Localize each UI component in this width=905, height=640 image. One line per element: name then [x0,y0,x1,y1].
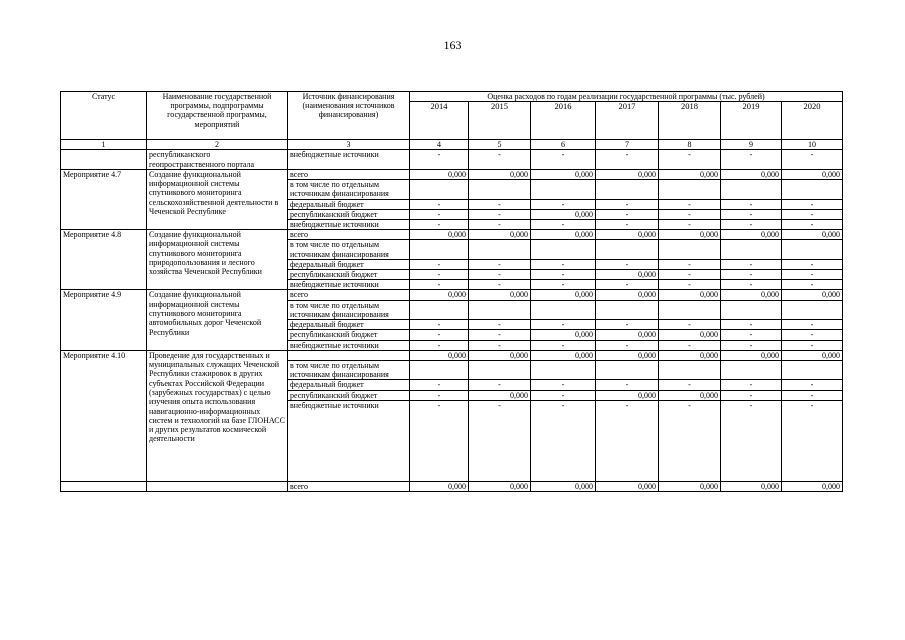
value-cell [721,240,782,259]
value-cell: 0,000 [659,481,721,491]
measure-description: Проведение для государственных и муниципальных служащих Чеченской Республики стажировок в других субъектах Российской Федерации (зарубежных государствах) с целью изучения опыта использования навигационно-информационных систем и технологий на базе ГЛОНАСС и других результатов космической деятельности [147,350,288,481]
value-cell: - [782,400,843,481]
value-cell: - [531,259,596,269]
value-cell: - [410,219,469,229]
column-number: 6 [531,140,596,150]
description-cell [147,481,288,491]
value-cell [410,361,469,380]
measure-description: Создание функциональной информационной системы спутникового мониторинга автомобильных дорог Чеченской Республики [147,290,288,350]
header-estimate: Оценка расходов по годам реализации государственной программы (тыс. рублей) [410,92,843,102]
value-cell: 0,000 [469,169,531,179]
value-cell: 0,000 [721,350,782,360]
value-cell: 0,000 [596,230,659,240]
header-year: 2016 [531,102,596,140]
measure-status: Мероприятие 4.8 [61,230,147,290]
value-cell: - [782,270,843,280]
value-cell: - [410,390,469,400]
value-cell: 0,000 [410,350,469,360]
header-year: 2019 [721,102,782,140]
value-cell: - [469,209,531,219]
value-cell [531,240,596,259]
funding-source: республиканский бюджет [288,390,410,400]
value-cell [659,361,721,380]
measure-status: Мероприятие 4.10 [61,350,147,481]
table-header [61,92,843,150]
value-cell: - [469,259,531,269]
value-cell: 0,000 [721,230,782,240]
page-number: 163 [443,38,462,52]
header-year: 2018 [659,102,721,140]
budget-table [60,91,843,492]
value-cell: - [596,340,659,350]
value-cell: - [531,150,596,170]
value-cell: 0,000 [721,169,782,179]
table-row [61,169,843,179]
funding-source: федеральный бюджет [288,320,410,330]
funding-source: всего [288,169,410,179]
value-cell: - [721,280,782,290]
value-cell: - [531,280,596,290]
value-cell: - [410,150,469,170]
header-year: 2015 [469,102,531,140]
funding-source: федеральный бюджет [288,259,410,269]
value-cell: - [782,320,843,330]
value-cell [596,240,659,259]
value-cell: - [782,259,843,269]
value-cell: - [596,380,659,390]
value-cell: 0,000 [659,330,721,340]
value-cell: 0,000 [782,290,843,300]
measure-description: Создание функциональной информационной системы спутникового мониторинга природопользования и лесного хозяйства Чеченской Республики [147,230,288,290]
value-cell: - [469,219,531,229]
table-row [61,350,843,360]
value-cell: - [596,209,659,219]
funding-source: внебюджетные источники [288,219,410,229]
value-cell: - [596,150,659,170]
value-cell: 0,000 [659,390,721,400]
status-cell [61,481,147,491]
funding-source: федеральный бюджет [288,199,410,209]
funding-source: внебюджетные источники [288,340,410,350]
value-cell: 0,000 [596,169,659,179]
value-cell: - [531,400,596,481]
value-cell: - [469,340,531,350]
value-cell: 0,000 [469,290,531,300]
value-cell: - [596,280,659,290]
value-cell: 0,000 [531,209,596,219]
value-cell: 0,000 [721,290,782,300]
value-cell [469,300,531,319]
funding-source: внебюджетные источники [288,400,410,481]
value-cell: - [469,270,531,280]
column-number: 10 [782,140,843,150]
value-cell: 0,000 [410,169,469,179]
value-cell: 0,000 [410,290,469,300]
value-cell: - [659,270,721,280]
table-row [61,290,843,300]
value-cell: - [531,270,596,280]
value-cell: - [721,199,782,209]
measure-description: республиканского геопространственного портала [147,150,288,170]
value-cell: - [659,380,721,390]
value-cell: 0,000 [469,390,531,400]
value-cell: - [782,199,843,209]
value-cell: - [782,150,843,170]
value-cell [469,240,531,259]
value-cell: - [596,400,659,481]
value-cell [782,180,843,199]
funding-source: республиканский бюджет [288,270,410,280]
value-cell: 0,000 [596,481,659,491]
value-cell [596,180,659,199]
header-status: Статус [61,92,147,140]
table-body [61,150,843,492]
column-number: 7 [596,140,659,150]
header-year: 2020 [782,102,843,140]
value-cell: - [410,340,469,350]
value-cell: - [596,320,659,330]
value-cell: - [596,259,659,269]
value-cell [469,361,531,380]
value-cell [721,180,782,199]
value-cell [410,300,469,319]
value-cell: - [782,219,843,229]
value-cell: - [782,390,843,400]
value-cell: - [721,390,782,400]
value-cell [659,180,721,199]
value-cell: - [469,320,531,330]
value-cell: - [721,259,782,269]
value-cell [469,180,531,199]
funding-source: внебюджетные источники [288,150,410,170]
funding-source: в том числе по отдельным источникам финансирования [288,300,410,319]
value-cell [721,361,782,380]
value-cell: - [531,380,596,390]
value-cell: 0,000 [659,169,721,179]
value-cell: - [659,280,721,290]
value-cell: 0,000 [782,169,843,179]
value-cell [782,300,843,319]
value-cell: 0,000 [469,481,531,491]
value-cell [410,180,469,199]
value-cell: 0,000 [596,330,659,340]
value-cell: 0,000 [531,330,596,340]
funding-source: в том числе по отдельным источникам финансирования [288,361,410,380]
value-cell: - [782,280,843,290]
funding-source: всего [288,481,410,491]
value-cell: - [721,330,782,340]
value-cell: - [469,150,531,170]
value-cell [531,361,596,380]
value-cell: 0,000 [531,481,596,491]
funding-source: в том числе по отдельным источникам финансирования [288,180,410,199]
value-cell [782,361,843,380]
column-numbers-row [61,140,843,150]
value-cell: - [469,380,531,390]
value-cell [410,240,469,259]
measure-status: Мероприятие 4.7 [61,169,147,229]
value-cell: 0,000 [782,481,843,491]
value-cell: - [721,320,782,330]
value-cell: - [659,219,721,229]
value-cell: 0,000 [782,350,843,360]
value-cell: - [410,400,469,481]
value-cell: 0,000 [469,230,531,240]
value-cell: - [659,209,721,219]
header-year: 2014 [410,102,469,140]
table-row [61,230,843,240]
value-cell: - [531,320,596,330]
value-cell: 0,000 [531,169,596,179]
value-cell: - [469,330,531,340]
funding-source: внебюджетные источники [288,280,410,290]
value-cell: - [782,209,843,219]
value-cell: - [721,150,782,170]
value-cell: - [721,380,782,390]
value-cell: - [596,219,659,229]
column-number: 1 [61,140,147,150]
value-cell [721,300,782,319]
column-number: 9 [721,140,782,150]
funding-source: республиканский бюджет [288,209,410,219]
value-cell: - [410,259,469,269]
value-cell: - [596,199,659,209]
value-cell: - [469,280,531,290]
value-cell: - [721,219,782,229]
column-number: 3 [288,140,410,150]
header-year: 2017 [596,102,659,140]
funding-source [288,350,410,360]
value-cell: 0,000 [531,350,596,360]
funding-source: республиканский бюджет [288,330,410,340]
value-cell: - [659,340,721,350]
value-cell: - [782,340,843,350]
header-name: Наименование государственной программы, подпрограммы государственной программы, мероприятий [147,92,288,140]
table-row [61,481,843,491]
value-cell: - [782,330,843,340]
value-cell: - [410,330,469,340]
value-cell: - [410,270,469,280]
value-cell: 0,000 [596,390,659,400]
value-cell: - [410,209,469,219]
value-cell: 0,000 [469,350,531,360]
header-source: Источник финансирования (наименования источников финансирования) [288,92,410,140]
value-cell: 0,000 [721,481,782,491]
value-cell: 0,000 [659,290,721,300]
value-cell: 0,000 [596,290,659,300]
measure-status: Мероприятие 4.9 [61,290,147,350]
value-cell: - [721,400,782,481]
value-cell: 0,000 [659,230,721,240]
value-cell: 0,000 [782,230,843,240]
value-cell: - [469,199,531,209]
column-number: 2 [147,140,288,150]
funding-source: всего [288,230,410,240]
value-cell: - [531,340,596,350]
value-cell: - [531,390,596,400]
value-cell: 0,000 [659,350,721,360]
value-cell: - [410,280,469,290]
value-cell: 0,000 [531,230,596,240]
value-cell: - [721,340,782,350]
value-cell [659,240,721,259]
value-cell [782,240,843,259]
value-cell [531,300,596,319]
value-cell: - [410,320,469,330]
value-cell: - [410,380,469,390]
value-cell: - [659,400,721,481]
value-cell: - [721,270,782,280]
value-cell: 0,000 [596,350,659,360]
value-cell: 0,000 [410,481,469,491]
value-cell: - [782,380,843,390]
funding-source: всего [288,290,410,300]
value-cell: - [659,199,721,209]
value-cell: - [531,219,596,229]
column-number: 8 [659,140,721,150]
value-cell: - [469,400,531,481]
table-row [61,150,843,170]
value-cell: 0,000 [596,270,659,280]
value-cell: - [659,320,721,330]
column-number: 4 [410,140,469,150]
value-cell: - [659,150,721,170]
value-cell: - [410,199,469,209]
value-cell: 0,000 [531,290,596,300]
funding-source: в том числе по отдельным источникам финансирования [288,240,410,259]
value-cell [596,300,659,319]
column-number: 5 [469,140,531,150]
value-cell [596,361,659,380]
value-cell: 0,000 [410,230,469,240]
funding-source: федеральный бюджет [288,380,410,390]
value-cell [659,300,721,319]
value-cell: - [659,259,721,269]
status-cell [61,150,147,170]
value-cell [531,180,596,199]
value-cell: - [721,209,782,219]
value-cell: - [531,199,596,209]
measure-description: Создание функциональной информационной системы спутникового мониторинга сельскохозяйственной деятельности в Чеченской Республике [147,169,288,229]
